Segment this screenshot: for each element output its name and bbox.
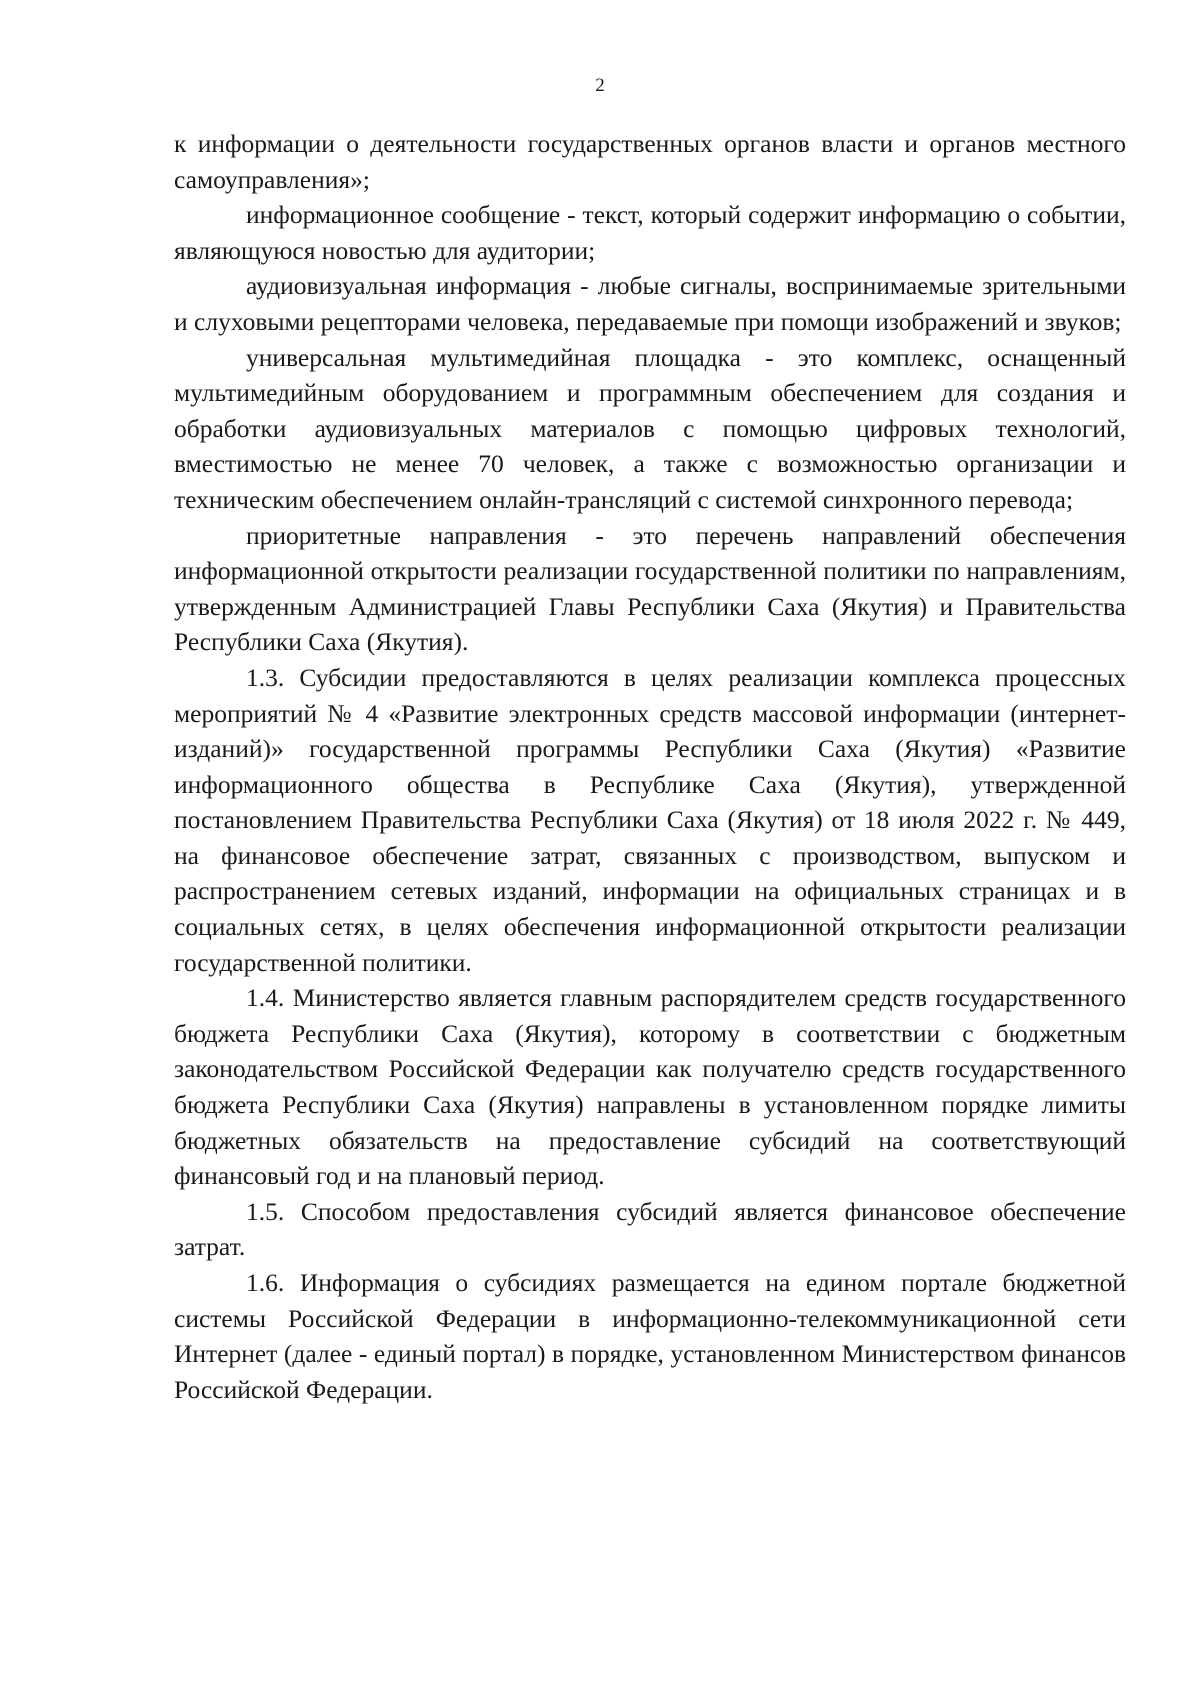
paragraph-continuation: к информации о деятельности государственных органов власти и органов местного самоуправления»; [174, 129, 1126, 194]
paragraph-1-5: 1.5. Способом предоставления субсидий является финансовое обеспечение затрат. [174, 1196, 1126, 1262]
paragraph-priority-directions-definition: приоритетные направления - это перечень направлений обеспечения информационной открытости реализации государственной политики по направлениям, утвержденным Администрацией Главы Республики Саха (Якутия) и Правительства Республики Саха (Якутия). [174, 520, 1126, 657]
paragraph-1-6: 1.6. Информация о субсидиях размещается на едином портале бюджетной системы Российской Федерации в информационно-телекоммуникационной сети Интернет (далее - единый портал) в порядке, установленном Министерством финансов Российской Федерации. [174, 1268, 1126, 1404]
paragraph-1-4: 1.4. Министерство является главным распорядителем средств государственного бюджета Республики Саха (Якутия), которому в соответствии с бюджетным законодательством Российской Федерации как получателю средств государственного бюджета Республики Саха (Якутия) направлены в установленном порядке лимиты бюджетных обязательств на предоставление субсидий на соответствующий финансовый год и на плановый период. [174, 983, 1126, 1191]
paragraph-multimedia-platform-definition: универсальная мультимедийная площадка - это комплекс, оснащенный мультимедийным оборудованием и программным обеспечением для создания и обработки аудиовизуальных материалов с помощью цифровых технологий, вместимостью не менее 70 человек, а также с возможностью организации и техническим обеспечением онлайн-трансляций с системой синхронного перевода; [174, 342, 1126, 514]
paragraph-info-message-definition: информационное сообщение - текст, который содержит информацию о событии, являющуюся новостью для аудитории; [174, 200, 1126, 265]
paragraph-1-3: 1.3. Субсидии предоставляются в целях реализации комплекса процессных мероприятий № 4 «Развитие электронных средств массовой информации (интернет-изданий)» государственной программы Республики Саха (Якутия) «Развитие информационного общества в Республике Саха (Якутия), утвержденной постановлением Правительства Республики Саха (Якутия) от 18 июля 2022 г. № 449, на финансовое обеспечение затрат, связанных с производством, выпуском и распространением сетевых изданий, информации на официальных страницах и в социальных сетях, в целях обеспечения информационной открытости реализации государственной политики. [174, 662, 1126, 977]
document-body [174, 126, 1126, 1407]
paragraph-audiovisual-definition: аудиовизуальная информация - любые сигналы, воспринимаемые зрительными и слуховыми рецепторами человека, передаваемые при помощи изображений и звуков; [174, 271, 1126, 336]
page-number: 2 [595, 75, 605, 96]
